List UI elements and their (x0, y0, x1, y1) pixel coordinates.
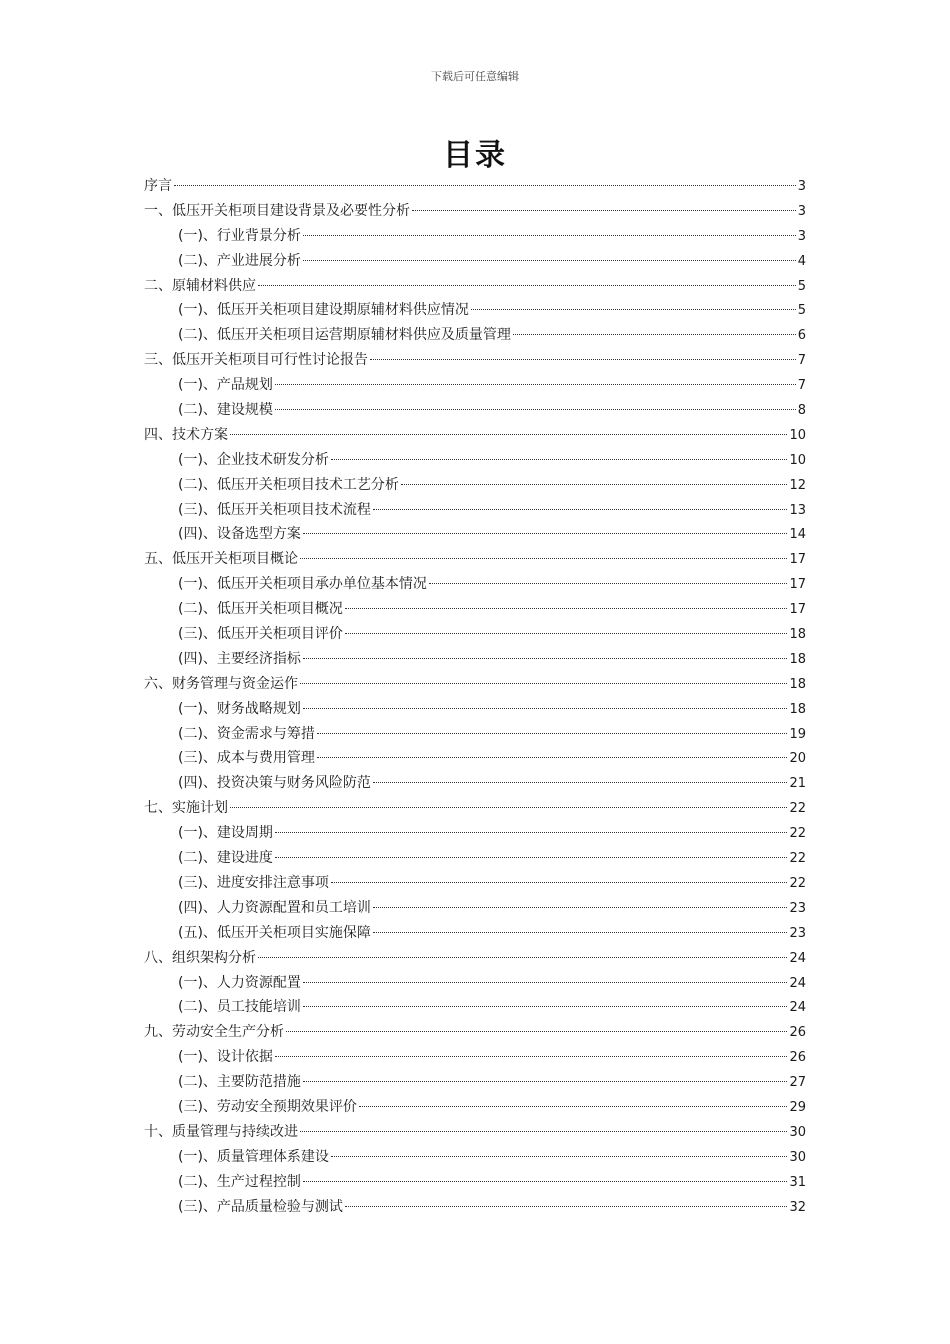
toc-entry[interactable] (144, 1095, 806, 1120)
toc-dot-leader (345, 1206, 788, 1207)
toc-dot-leader (373, 932, 788, 933)
toc-dot-leader (303, 533, 788, 534)
toc-entry-label[interactable]: (四)、主要经济指标 (178, 650, 301, 667)
toc-entry-label[interactable]: (三)、低压开关柜项目技术流程 (178, 501, 371, 518)
toc-dot-leader (275, 832, 788, 833)
toc-dot-leader (300, 683, 787, 684)
toc-dot-leader (275, 1056, 788, 1057)
toc-entry-label[interactable]: (二)、产业进展分析 (178, 252, 301, 269)
toc-entry[interactable] (144, 1020, 806, 1045)
toc-entry-label[interactable]: (三)、成本与费用管理 (178, 750, 315, 767)
toc-entry[interactable] (144, 971, 806, 996)
toc-entry-page-number[interactable]: 26 (789, 1025, 806, 1041)
toc-entry[interactable] (144, 323, 806, 348)
toc-entry[interactable] (144, 1170, 806, 1195)
toc-dot-leader (275, 384, 796, 385)
toc-entry-label[interactable]: (一)、建设周期 (178, 825, 273, 842)
toc-entry-label[interactable]: (三)、进度安排注意事项 (178, 874, 329, 891)
toc-dot-leader (258, 285, 796, 286)
toc-entry-label[interactable]: (一)、企业技术研发分析 (178, 451, 329, 468)
toc-entry-label[interactable]: (四)、人力资源配置和员工培训 (178, 899, 371, 916)
toc-entry-page-number[interactable]: 5 (797, 278, 806, 294)
toc-entry-label[interactable]: (一)、质量管理体系建设 (178, 1148, 329, 1165)
toc-entry-page-number[interactable]: 18 (789, 627, 806, 643)
toc-dot-leader (373, 907, 788, 908)
toc-entry-label[interactable]: (二)、低压开关柜项目概况 (178, 601, 343, 618)
toc-entry[interactable] (144, 249, 806, 274)
toc-dot-leader (373, 509, 788, 510)
toc-dot-leader (303, 260, 796, 261)
toc-entry-label[interactable]: (三)、产品质量检验与测试 (178, 1198, 343, 1215)
toc-entry-label[interactable]: 三、低压开关柜项目可行性讨论报告 (144, 352, 368, 369)
toc-entry[interactable] (144, 1070, 806, 1095)
toc-entry-label[interactable]: (一)、设计依据 (178, 1049, 273, 1066)
toc-entry-page-number[interactable]: 3 (797, 179, 806, 194)
toc-entry[interactable] (144, 199, 806, 224)
toc-entry-label[interactable]: (二)、低压开关柜项目运营期原辅材料供应及质量管理 (178, 327, 511, 344)
toc-entry[interactable] (144, 896, 806, 921)
toc-entry[interactable] (144, 1195, 806, 1220)
toc-dot-leader (303, 658, 788, 659)
toc-entry-page-number[interactable]: 22 (789, 875, 806, 891)
toc-entry-label[interactable]: (一)、低压开关柜项目承办单位基本情况 (178, 576, 427, 593)
toc-dot-leader (345, 608, 788, 609)
toc-dot-leader (275, 857, 788, 858)
toc-entry-label[interactable]: (四)、投资决策与财务风险防范 (178, 775, 371, 792)
toc-entry-page-number[interactable]: 8 (797, 403, 806, 419)
toc-dot-leader (331, 1156, 788, 1157)
toc-entry-page-number[interactable]: 14 (789, 527, 806, 543)
toc-dot-leader (303, 1181, 788, 1182)
toc-dot-leader (286, 1031, 787, 1032)
toc-entry[interactable] (144, 722, 806, 747)
toc-entry-page-number[interactable]: 32 (789, 1199, 806, 1215)
toc-entry-page-number[interactable]: 22 (789, 851, 806, 867)
toc-entry-label[interactable]: (二)、低压开关柜项目技术工艺分析 (178, 476, 399, 493)
toc-entry[interactable] (144, 672, 806, 697)
toc-entry[interactable] (144, 771, 806, 796)
toc-entry-label[interactable]: 七、实施计划 (144, 800, 228, 817)
toc-entry[interactable] (144, 473, 806, 498)
toc-dot-leader (373, 782, 788, 783)
toc-dot-leader (275, 409, 796, 410)
toc-entry-page-number[interactable]: 19 (789, 726, 806, 742)
toc-entry[interactable] (144, 921, 806, 946)
toc-entry-page-number[interactable]: 13 (789, 502, 806, 518)
toc-entry-label[interactable]: 十、质量管理与持续改进 (144, 1123, 298, 1140)
toc-entry-page-number[interactable]: 3 (797, 203, 806, 219)
toc-dot-leader (345, 633, 788, 634)
toc-dot-leader (300, 558, 787, 559)
toc-entry-label[interactable]: (三)、低压开关柜项目评价 (178, 626, 343, 643)
page-title: 目录 (443, 138, 507, 173)
toc-dot-leader (317, 733, 788, 734)
toc-entry-label[interactable]: (二)、主要防范措施 (178, 1074, 301, 1091)
toc-entry[interactable] (144, 846, 806, 871)
toc-entry[interactable] (144, 871, 806, 896)
toc-entry-page-number[interactable]: 21 (789, 776, 806, 792)
toc-entry-label[interactable]: (二)、生产过程控制 (178, 1173, 301, 1190)
toc-dot-leader (331, 459, 788, 460)
toc-entry-page-number[interactable]: 24 (789, 975, 806, 991)
toc-entry[interactable] (144, 174, 806, 199)
toc-entry-label[interactable]: 六、财务管理与资金运作 (144, 675, 298, 692)
toc-entry-page-number[interactable]: 23 (789, 900, 806, 916)
toc-entry-page-number[interactable]: 23 (789, 925, 806, 941)
toc-entry-page-number[interactable]: 7 (797, 378, 806, 394)
toc-entry[interactable] (144, 1120, 806, 1145)
toc-entry[interactable] (144, 622, 806, 647)
toc-entry[interactable] (144, 572, 806, 597)
toc-entry-label[interactable]: (五)、低压开关柜项目实施保障 (178, 924, 371, 941)
toc-entry-label[interactable]: 一、低压开关柜项目建设背景及必要性分析 (144, 202, 410, 219)
toc-dot-leader (174, 185, 796, 186)
toc-dot-leader (303, 708, 788, 709)
toc-dot-leader (258, 957, 787, 958)
toc-dot-leader (303, 1081, 788, 1082)
toc-entry-label[interactable]: (四)、设备选型方案 (178, 526, 301, 543)
toc-entry-page-number[interactable]: 17 (789, 577, 806, 593)
toc-entry-page-number[interactable]: 10 (789, 452, 806, 468)
toc-dot-leader (513, 334, 796, 335)
toc-entry-label[interactable]: (二)、员工技能培训 (178, 999, 301, 1016)
toc-dot-leader (303, 982, 788, 983)
toc-dot-leader (359, 1106, 788, 1107)
toc-entry-page-number[interactable]: 27 (789, 1075, 806, 1091)
toc-dot-leader (230, 434, 787, 435)
toc-entry-page-number[interactable]: 20 (789, 751, 806, 767)
toc-entry[interactable] (144, 274, 806, 299)
toc-entry[interactable] (144, 821, 806, 846)
toc-entry-page-number[interactable]: 6 (797, 328, 806, 344)
toc-dot-leader (401, 484, 788, 485)
toc-dot-leader (230, 807, 787, 808)
toc-entry-page-number[interactable]: 22 (789, 826, 806, 842)
toc-entry-label[interactable]: (二)、建设规模 (178, 402, 273, 419)
toc-entry[interactable] (144, 746, 806, 771)
toc-dot-leader (412, 210, 796, 211)
toc-entry-label[interactable]: (一)、行业背景分析 (178, 227, 301, 244)
toc-entry-label[interactable]: 四、技术方案 (144, 426, 228, 443)
toc-entry-page-number[interactable]: 30 (789, 1124, 806, 1140)
toc-entry-page-number[interactable]: 26 (789, 1050, 806, 1066)
toc-entry-label[interactable]: (三)、劳动安全预期效果评价 (178, 1098, 357, 1115)
toc-entry[interactable] (144, 448, 806, 473)
toc-entry-page-number[interactable]: 4 (797, 253, 806, 269)
toc-entry[interactable] (144, 547, 806, 572)
toc-entry-page-number[interactable]: 18 (789, 676, 806, 692)
toc-entry[interactable] (144, 597, 806, 622)
toc-entry[interactable] (144, 647, 806, 672)
toc-entry-label[interactable]: (一)、财务战略规划 (178, 700, 301, 717)
toc-entry-page-number[interactable]: 3 (797, 228, 806, 244)
toc-entry-page-number[interactable]: 24 (789, 950, 806, 966)
page-header-note: 下载后可任意编辑 (431, 70, 519, 83)
toc-dot-leader (317, 757, 788, 758)
toc-entry-page-number[interactable]: 5 (797, 303, 806, 319)
toc-entry-label[interactable]: (一)、低压开关柜项目建设期原辅材料供应情况 (178, 302, 469, 319)
toc-entry-label[interactable]: (一)、产品规划 (178, 377, 273, 394)
toc-entry-label[interactable]: 八、组织架构分析 (144, 949, 256, 966)
toc-entry-page-number[interactable]: 29 (789, 1099, 806, 1115)
toc-entry-label[interactable]: (二)、建设进度 (178, 850, 273, 867)
toc-entry[interactable] (144, 522, 806, 547)
toc-entry[interactable] (144, 498, 806, 523)
toc-entry[interactable] (144, 423, 806, 448)
toc-dot-leader (429, 583, 788, 584)
toc-dot-leader (300, 1131, 787, 1132)
toc-entry[interactable] (144, 1145, 806, 1170)
toc-entry-label[interactable]: (一)、人力资源配置 (178, 974, 301, 991)
toc-entry-page-number[interactable]: 24 (789, 1000, 806, 1016)
table-of-contents (144, 174, 806, 1219)
toc-entry[interactable] (144, 398, 806, 423)
toc-dot-leader (471, 309, 796, 310)
toc-entry[interactable] (144, 995, 806, 1020)
toc-entry-page-number[interactable]: 22 (789, 801, 806, 817)
toc-dot-leader (370, 359, 796, 360)
toc-entry-page-number[interactable]: 30 (789, 1149, 806, 1165)
toc-entry-page-number[interactable]: 17 (789, 602, 806, 618)
toc-dot-leader (303, 1006, 788, 1007)
toc-entry[interactable] (144, 946, 806, 971)
toc-entry-label[interactable]: 九、劳动安全生产分析 (144, 1024, 284, 1041)
toc-entry-label[interactable]: 二、原辅材料供应 (144, 277, 256, 294)
toc-entry-page-number[interactable]: 7 (797, 353, 806, 369)
toc-entry[interactable] (144, 796, 806, 821)
toc-entry[interactable] (144, 1045, 806, 1070)
toc-entry-page-number[interactable]: 10 (789, 427, 806, 443)
toc-entry[interactable] (144, 224, 806, 249)
toc-entry-page-number[interactable]: 17 (789, 552, 806, 568)
toc-entry[interactable] (144, 298, 806, 323)
toc-dot-leader (331, 882, 788, 883)
toc-dot-leader (303, 235, 796, 236)
toc-entry-page-number[interactable]: 18 (789, 651, 806, 667)
toc-entry[interactable] (144, 348, 806, 373)
toc-entry[interactable] (144, 373, 806, 398)
toc-entry-label[interactable]: (二)、资金需求与筹措 (178, 725, 315, 742)
toc-entry-page-number[interactable]: 31 (789, 1174, 806, 1190)
toc-entry-label[interactable]: 序言 (144, 178, 172, 194)
toc-entry[interactable] (144, 697, 806, 722)
toc-entry-page-number[interactable]: 18 (789, 701, 806, 717)
toc-entry-label[interactable]: 五、低压开关柜项目概论 (144, 551, 298, 568)
toc-entry-page-number[interactable]: 12 (789, 477, 806, 493)
